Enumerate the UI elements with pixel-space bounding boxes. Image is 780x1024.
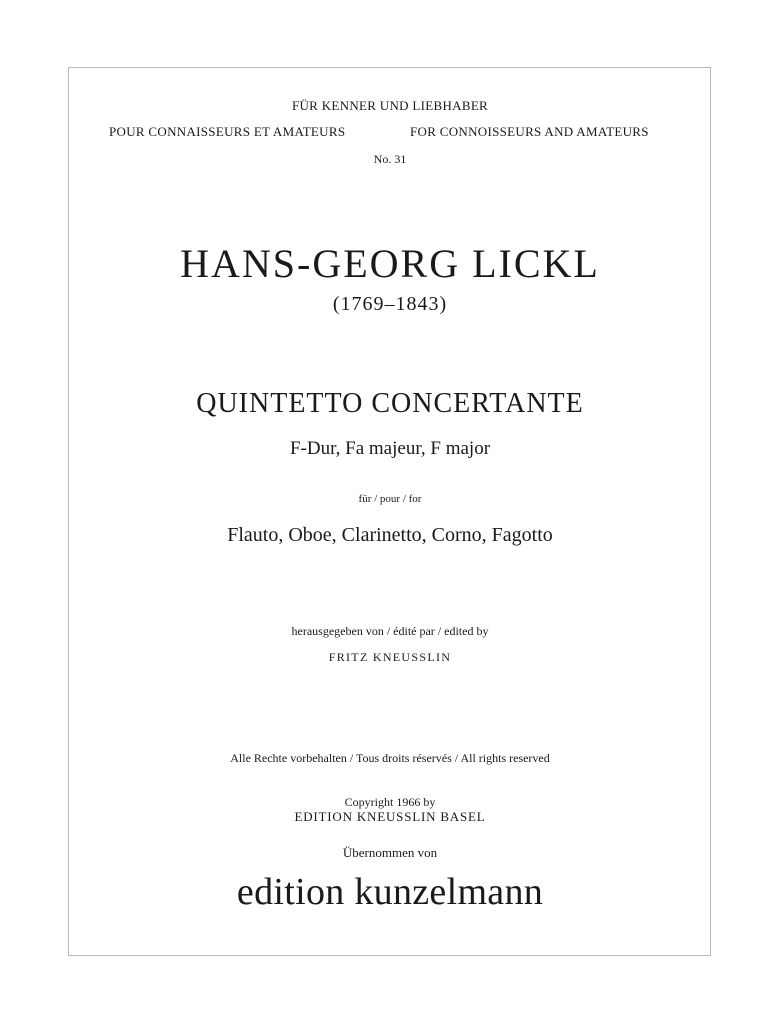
original-publisher: EDITION KNEUSSLIN BASEL: [294, 809, 486, 824]
work-title: QUINTETTO CONCERTANTE: [196, 388, 584, 419]
composer-dates: (1769–1843): [332, 293, 448, 315]
instrumentation-label: für / pour / for: [358, 493, 422, 505]
instrumentation: Flauto, Oboe, Clarinetto, Corno, Fagotto: [227, 524, 553, 546]
editor-name: FRITZ KNEUSSLIN: [328, 650, 452, 664]
series-number: No. 31: [373, 152, 407, 166]
copyright-line: Copyright 1966 by: [344, 795, 436, 809]
series-title-english: FOR CONNOISSEURS AND AMATEURS: [410, 124, 649, 139]
work-key: F-Dur, Fa majeur, F major: [289, 438, 491, 459]
taken-over-label: Übernommen von: [342, 845, 438, 860]
edited-by-label: herausgegeben von / édité par / edited by: [291, 624, 489, 638]
rights-notice: Alle Rechte vorbehalten / Tous droits réservés / All rights reserved: [230, 751, 550, 765]
publisher-name: edition kunzelmann: [236, 871, 544, 913]
series-title-german: FÜR KENNER UND LIEBHABER: [291, 98, 489, 113]
series-title-french: POUR CONNAISSEURS ET AMATEURS: [109, 124, 346, 139]
composer-name: HANS-GEORG LICKL: [180, 241, 600, 286]
